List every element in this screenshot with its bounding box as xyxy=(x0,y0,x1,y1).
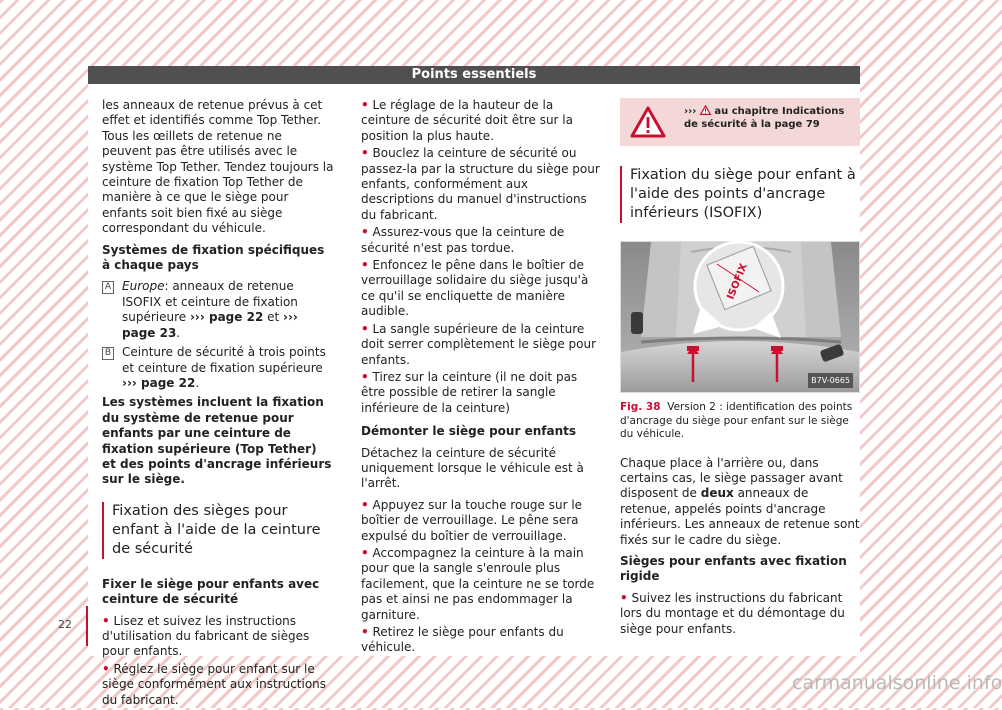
list-item: • Le réglage de la hauteur de la ceinture de sécurité doit être sur la position la plus haute. xyxy=(361,98,573,143)
isofix-figure xyxy=(620,241,860,393)
anchor-paragraph: Chaque place à l'arrière ou, dans certains cas, le siège passager avant disposent de deux anneaux de retenue, appelés points d'ancrage inférieurs. Les anneaux de retenue sont fixés sur le cadre du siège. xyxy=(620,455,860,547)
column-left xyxy=(102,98,334,710)
remove-paragraph: Détachez la ceinture de sécurité uniquement lorsque le véhicule est à l'arrêt. xyxy=(361,445,584,491)
badge-a: A xyxy=(102,281,114,294)
page-header: Points essentiels xyxy=(88,66,860,84)
page-ref-link[interactable]: ››› page 22 xyxy=(122,375,196,390)
systems-heading: Systèmes de fixation spécifiques à chaque pays xyxy=(102,242,325,273)
fix-heading: Fixer le siège pour enfants avec ceinture de sécurité xyxy=(102,576,320,607)
list-item: • Lisez et suivez les instructions d'utilisation du fabricant de sièges pour enfants. xyxy=(102,613,310,659)
warning-triangle-icon xyxy=(630,106,666,138)
rigid-heading: Sièges pour enfants avec fixation rigide xyxy=(620,553,847,584)
list-item: • Retirez le siège pour enfants du véhicule. xyxy=(361,625,564,655)
warning-box xyxy=(620,98,860,146)
page-ref-link[interactable]: ››› page 22 xyxy=(189,310,264,325)
item-a-term: Europe xyxy=(122,279,165,294)
list-item: • Tirez sur la ceinture (il ne doit pas être possible de retirer la sangle inférieure de la ceinture) xyxy=(361,369,578,415)
watermark: carmanualsonline.info xyxy=(792,672,1002,694)
figure-code: B7V-0665 xyxy=(808,373,853,388)
intro-paragraph: les anneaux de retenue prévus à cet effet et identifiés comme Top Tether. Tous les œillets de retenue ne peuvent pas être utilisés avec le système Top Tether. Tendez toujours la ceinture de fixation Top Tether de manière à ce que le siège pour enfants soit bien fixé au siège correspondant du véhicule. xyxy=(102,98,334,236)
column-middle xyxy=(361,98,601,658)
section-title-isofix: Fixation du siège pour enfant à l'aide des points d'ancrage inférieurs (ISOFIX) xyxy=(620,166,860,223)
small-warning-icon xyxy=(700,105,711,115)
page-marker xyxy=(86,606,88,646)
section-title-belt: Fixation des sièges pour enfant à l'aide de la ceinture de sécurité xyxy=(102,502,334,559)
list-item: • La sangle supérieure de la ceinture doit serrer complètement le siège pour enfants. xyxy=(361,321,597,367)
isofix-label: ISOFIX xyxy=(725,262,750,302)
list-item: • Réglez le siège pour enfant sur le siège conformément aux instructions du fabricant. xyxy=(102,661,327,707)
warning-text: ››› au chapitre Indications de sécurité à la page 79 xyxy=(684,106,845,130)
column-right xyxy=(620,98,860,639)
badge-b: B xyxy=(102,347,114,360)
figure-caption: Fig. 38 Version 2 : identification des points d'ancrage du siège pour enfant sur le siège du véhicule. xyxy=(620,401,853,440)
list-item: • Accompagnez la ceinture à la main pour que la sangle s'enroule plus facilement, que la ceinture ne se torde pas et ainsi ne pas endommager la garniture. xyxy=(361,545,595,622)
list-item: • Enfoncez le pêne dans le boîtier de verrouillage solidaire du siège jusqu'à ce qu'il se encliquette de manière audible. xyxy=(361,258,589,319)
manual-page xyxy=(58,66,860,707)
remove-heading: Démonter le siège pour enfants xyxy=(361,424,576,439)
summary-paragraph: Les systèmes incluent la fixation du système de retenue pour enfants par une ceinture de fixation supérieure (Top Tether) et des points d'ancrage inférieurs sur le siège. xyxy=(102,395,332,487)
list-item: • Appuyez sur la touche rouge sur le boîtier de verrouillage. Le pêne sera expulsé du boîtier de verrouillage. xyxy=(361,497,583,543)
page-number: 22 xyxy=(58,618,72,631)
list-item: • Assurez-vous que la ceinture de sécurité n'est pas tordue. xyxy=(361,225,565,255)
list-item: • Suivez les instructions du fabricant lors du montage et du démontage du siège pour enfants. xyxy=(620,590,845,636)
page-ref-link[interactable]: ››› page 23 xyxy=(122,310,298,340)
system-item-b: B Ceinture de sécurité à trois points et ceinture de fixation supérieure ››› page 22. xyxy=(102,345,334,391)
system-item-a: A Europe: anneaux de retenue ISOFIX et ceinture de fixation supérieure ››› page 22 et ››› page 23. xyxy=(102,279,334,341)
list-item: • Bouclez la ceinture de sécurité ou passez-la par la structure du siège pour enfants, conformément aux descriptions du manuel d'instructions du fabricant. xyxy=(361,146,600,222)
